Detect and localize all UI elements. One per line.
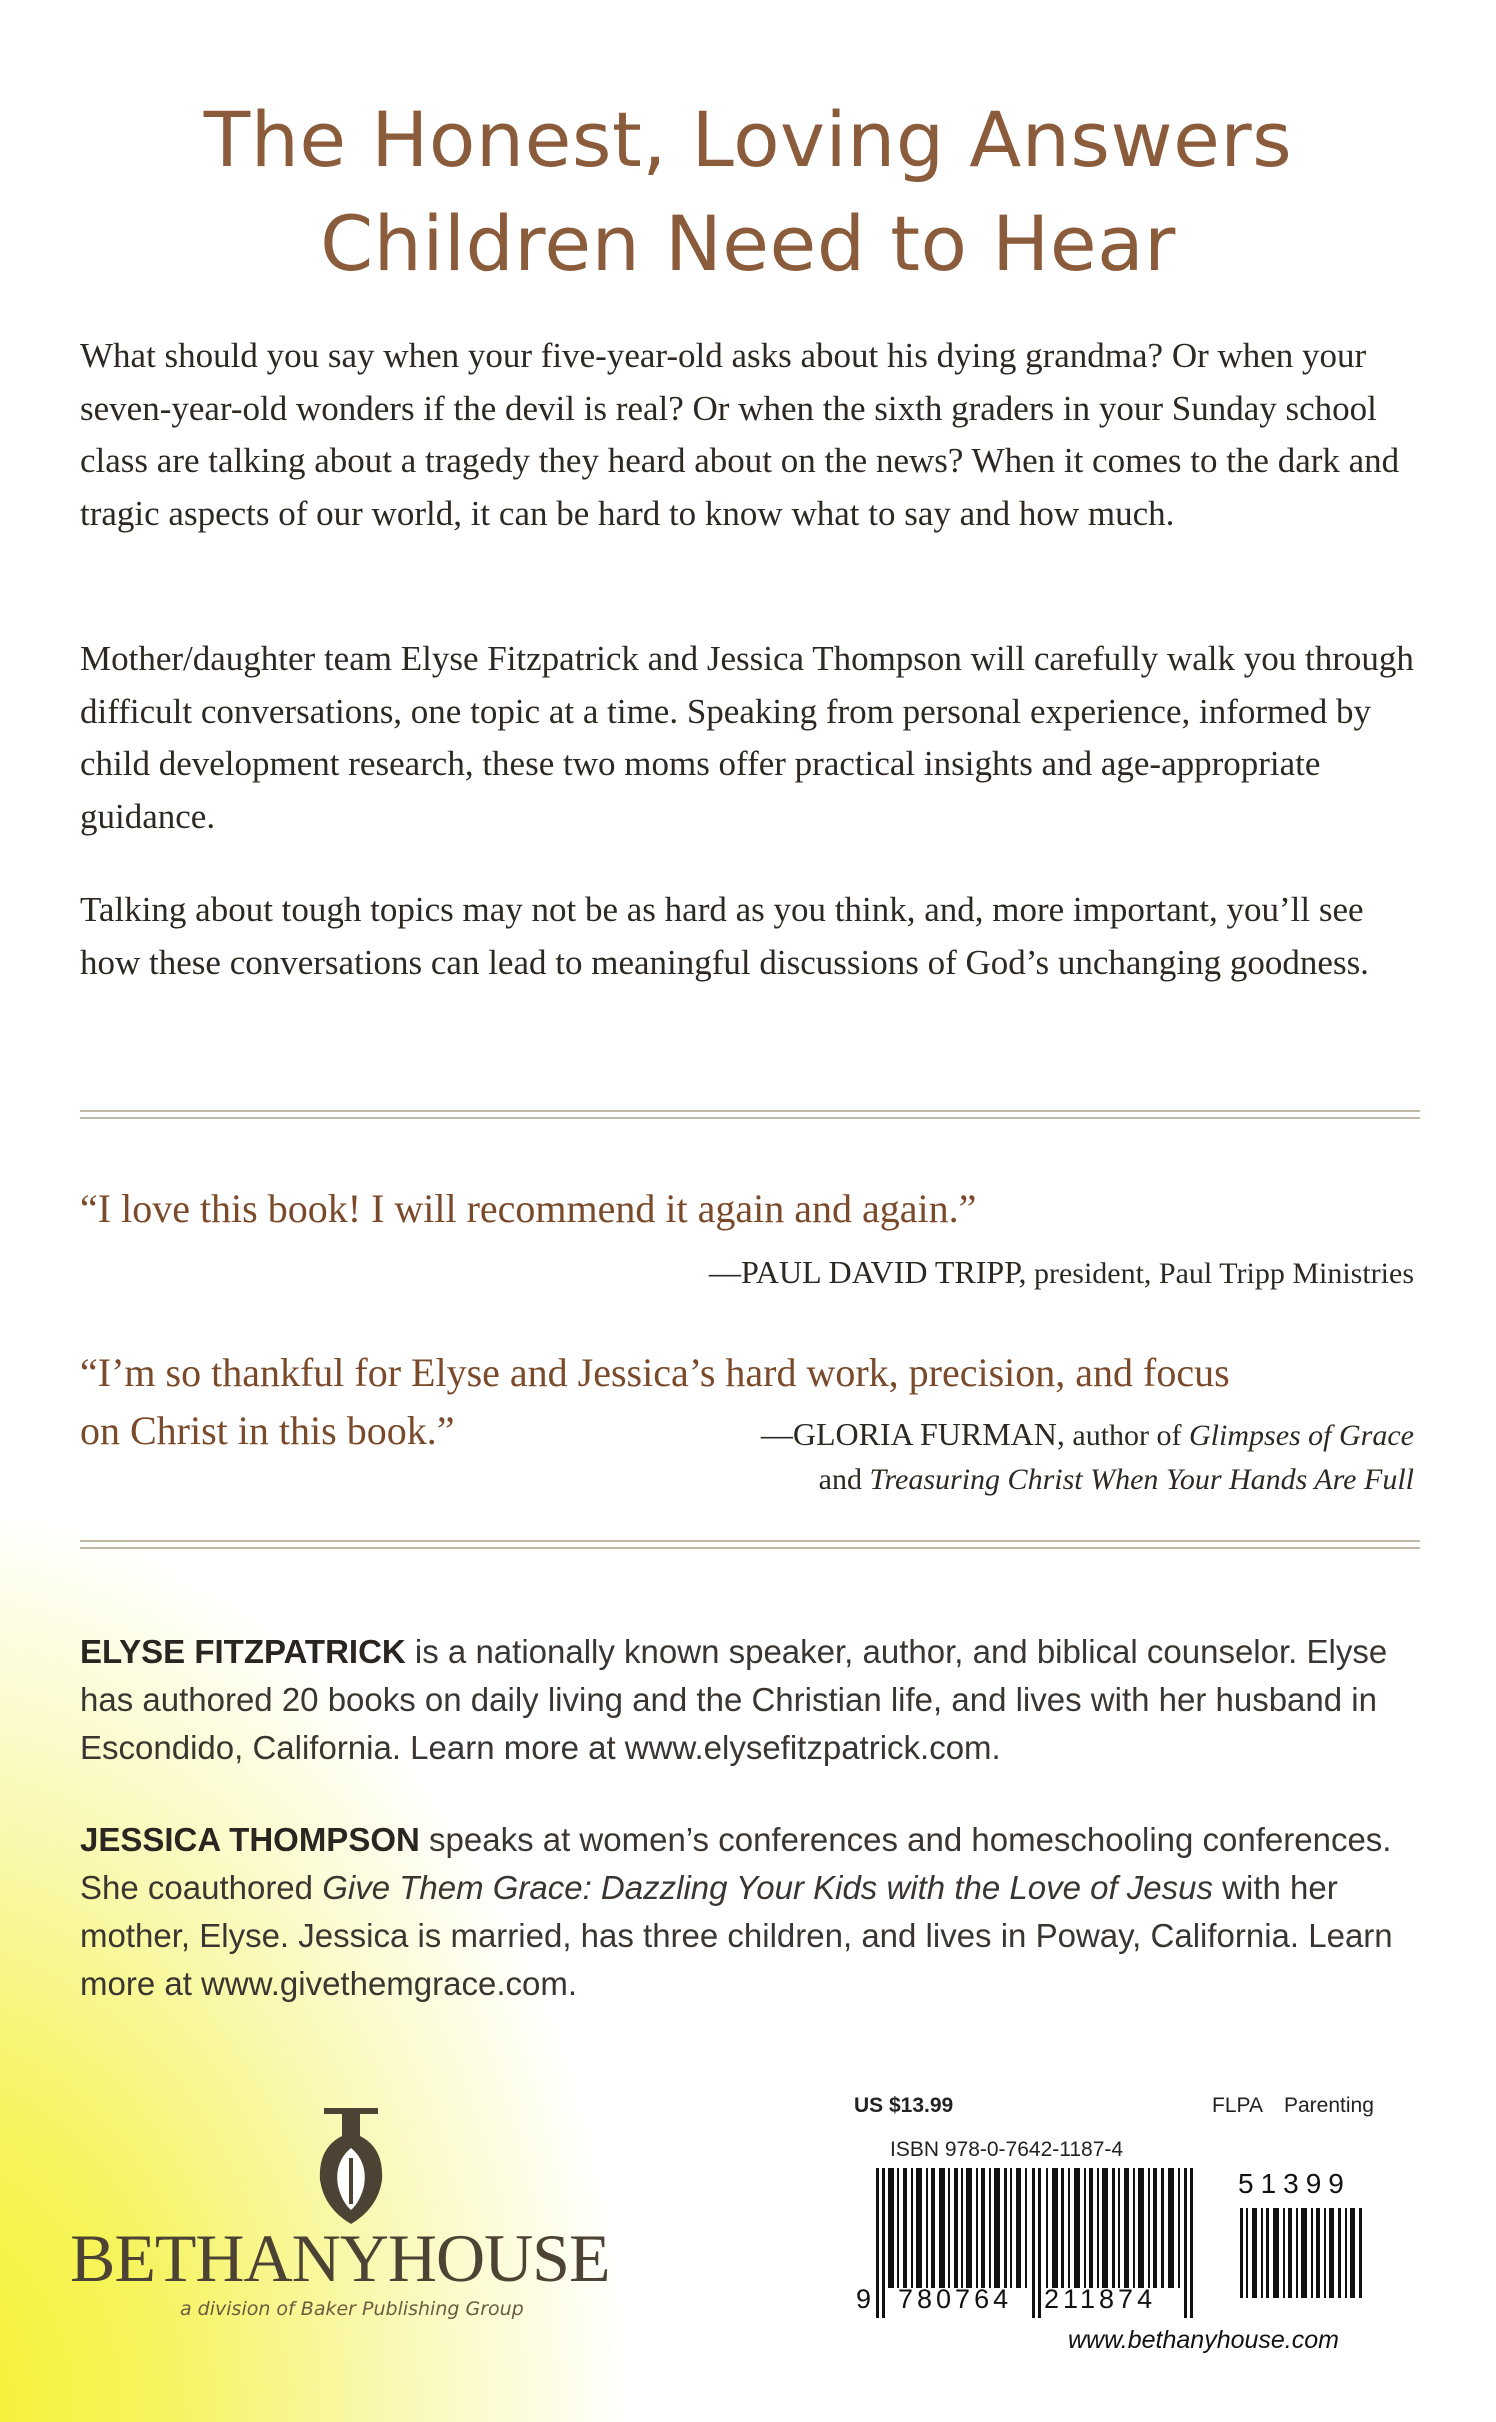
headline-line-2: Children Need to Hear xyxy=(320,199,1176,288)
author-bio-2-book: Give Them Grace: Dazzling Your Kids with the Love of Jesus xyxy=(322,1869,1213,1906)
description-paragraph-1: What should you say when your five-year-old asks about his dying grandma? Or when your seven-year-old wonders if the devil is real? Or when the sixth graders in your Sunday school class are talking about a tragedy they heard about on the news? When it comes to the dark and tragic aspects of our world, it can be hard to know what to say and how much. xyxy=(80,336,1400,533)
bethany-house-logo-icon xyxy=(306,2100,396,2230)
endorser-name-2: —GLORIA FURMAN, xyxy=(760,1416,1065,1452)
endorsement-attribution-2 xyxy=(761,1412,1414,1458)
category-label: Parenting xyxy=(1284,2094,1374,2117)
barcode-digits-group-1: 780764 xyxy=(898,2284,1013,2314)
publisher-tagline: a division of Baker Publishing Group xyxy=(180,2298,524,2320)
author-bio-2 xyxy=(80,1816,1420,2008)
barcode-digits-group-2: 211874 xyxy=(1044,2284,1157,2314)
retail-barcode-box xyxy=(838,2068,1396,2368)
author-name-2: JESSICA THOMPSON xyxy=(80,1821,420,1858)
author-name-1: ELYSE FITZPATRICK xyxy=(80,1633,406,1670)
endorser-book-1: Glimpses of Grace xyxy=(1189,1419,1414,1452)
publisher-logo-text: BETHANYHOUSE xyxy=(70,2220,610,2296)
endorsement-quote-1: “I love this book! I will recommend it again and again.” xyxy=(80,1186,977,1231)
price-code: 51399 xyxy=(1238,2168,1351,2199)
endorser-name-1: —PAUL DAVID TRIPP, xyxy=(709,1254,1027,1290)
description-paragraph-2: Mother/daughter team Elyse Fitzpatrick and Jessica Thompson will carefully walk you through difficult conversations, one topic at a time. Speaking from personal experience, informed by child development research, these two moms offer practical insights and age-appropriate guidance. xyxy=(80,639,1414,836)
author-bio-2-text-2: with her mother, Elyse. Jessica is married, has three children, and lives in Poway, California. Learn more at www.givethemgrace.com. xyxy=(80,1869,1393,2002)
author-bio-1-text: is a nationally known speaker, author, and biblical counselor. Elyse has authored 20 books on daily living and the Christian life, and lives with her husband in Escondido, California. Learn more at www.elysefitzpatrick.com. xyxy=(80,1633,1388,1766)
publisher-website: www.bethanyhouse.com xyxy=(1068,2326,1339,2354)
description-paragraph-3: Talking about tough topics may not be as hard as you think, and, more important, you’ll see how these conversations can lead to meaningful discussions of God’s unchanging goodness. xyxy=(80,890,1369,982)
endorsement-attribution-1 xyxy=(709,1250,1414,1296)
endorser-and: and xyxy=(818,1463,870,1496)
endorser-title-1: president, Paul Tripp Ministries xyxy=(1026,1257,1414,1290)
category-code: FLPA xyxy=(1212,2094,1263,2117)
endorser-title-2: author of xyxy=(1064,1419,1190,1452)
barcode-digit-first: 9 xyxy=(856,2284,872,2314)
endorsement-quote-2-line-1: “I’m so thankful for Elyse and Jessica’s hard work, precision, and focus xyxy=(80,1350,1230,1395)
headline-line-1: The Honest, Loving Answers xyxy=(203,95,1293,184)
author-bio-2-text-1: speaks at women’s conferences and homeschooling conferences. She coauthored xyxy=(80,1821,1392,1906)
endorsement-quote-2-line-2: on Christ in this book.” xyxy=(80,1408,455,1453)
retail-price: US $13.99 xyxy=(854,2094,954,2117)
divider-top xyxy=(80,1110,1420,1119)
headline xyxy=(60,88,1436,296)
endorser-book-2: Treasuring Christ When Your Hands Are Full xyxy=(869,1463,1414,1496)
barcode-addon xyxy=(1238,2208,1368,2298)
endorsement-attribution-2-line-2 xyxy=(819,1458,1414,1502)
divider-bottom xyxy=(80,1540,1420,1549)
author-bio-1 xyxy=(80,1628,1420,1772)
isbn-label: ISBN 978-0-7642-1187-4 xyxy=(890,2138,1124,2161)
